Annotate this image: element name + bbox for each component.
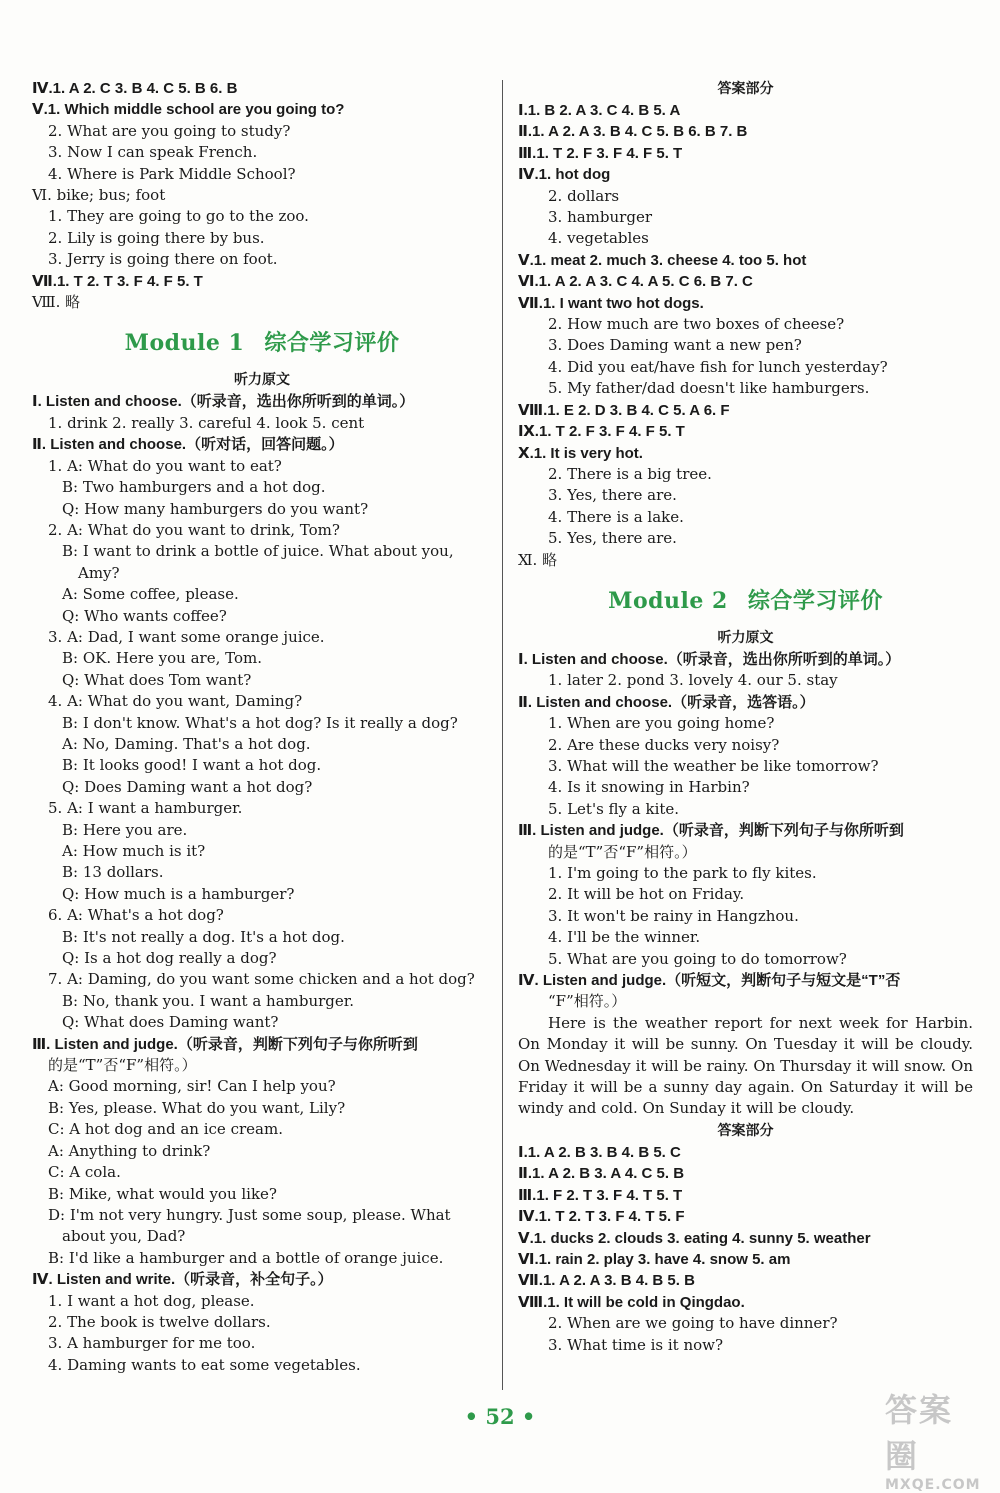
text-line: B: OK. Here you are, Tom.: [62, 649, 262, 668]
module-heading: [32, 327, 492, 359]
text-line: 3. It won't be rainy in Hangzhou.: [548, 906, 799, 925]
text-line: 2. The book is twelve dollars.: [48, 1312, 271, 1331]
question-line: Ⅶ.1. T 2. T 3. F 4. F 5. T: [32, 272, 203, 290]
question-line: Ⅴ.1. ducks 2. clouds 3. eating 4. sunny 5. weather: [518, 1229, 871, 1247]
question-line: Ⅹ.1. It is very hot.: [518, 444, 643, 462]
text-line: A: Good morning, sir! Can I help you?: [48, 1077, 336, 1096]
text-line: 1. later 2. pond 3. lovely 4. our 5. stay: [548, 671, 838, 690]
question-line: Ⅰ. Listen and choose.（听录音，选出你所听到的单词。）: [32, 393, 415, 411]
column-divider: [502, 80, 503, 1390]
question-line: Ⅴ.1. Which middle school are you going to?: [32, 101, 345, 119]
text-line: C: A cola.: [48, 1163, 121, 1182]
text-line: 1. I want a hot dog, please.: [48, 1291, 255, 1310]
text-line: Q: What does Daming want?: [62, 1013, 279, 1032]
question-line: Ⅳ. Listen and judge.（听短文，判断句子与短文是“T”否: [518, 972, 901, 990]
text-line: B: I want to drink a bottle of juice. What about you,: [62, 542, 454, 561]
text-line: B: It looks good! I want a hot dog.: [62, 756, 322, 775]
text-line: 2. A: What do you want to drink, Tom?: [48, 520, 340, 539]
text-line: Amy?: [78, 563, 120, 582]
text-line: 4. A: What do you want, Daming?: [48, 692, 303, 711]
module-heading: [518, 585, 973, 617]
module-title: Module 1: [124, 330, 245, 357]
text-line: Q: Is a hot dog really a dog?: [62, 949, 277, 968]
question-line: Ⅱ. Listen and choose.（听对话，回答问题。）: [32, 436, 344, 454]
text-line: B: Yes, please. What do you want, Lily?: [48, 1098, 346, 1117]
text-line: A: Some coffee, please.: [62, 585, 239, 604]
question-line: Ⅷ.1. E 2. D 3. B 4. C 5. A 6. F: [518, 401, 730, 419]
text-line: 5. Yes, there are.: [548, 529, 677, 548]
question-line: Ⅱ.1. A 2. B 3. A 4. C 5. B: [518, 1165, 685, 1183]
text-line: B: No, thank you. I want a hamburger.: [62, 991, 355, 1010]
question-line: Ⅴ.1. meat 2. much 3. cheese 4. too 5. hot: [518, 251, 807, 269]
text-line: 2. It will be hot on Friday.: [548, 885, 745, 904]
text-line: 5. A: I want a hamburger.: [48, 799, 243, 818]
text-line: 4. vegetables: [548, 229, 649, 248]
left-column: [32, 78, 492, 1376]
text-line: 7. A: Daming, do you want some chicken and a hot dog?: [48, 970, 475, 989]
question-line: Ⅵ.1. A 2. A 3. C 4. A 5. C 6. B 7. C: [518, 273, 753, 291]
text-line: Ⅺ. 略: [518, 550, 558, 569]
text-line: 3. hamburger: [548, 208, 652, 227]
question-line: Ⅳ. Listen and write.（听录音，补全句子。）: [32, 1271, 333, 1289]
text-line: 3. A hamburger for me too.: [48, 1334, 256, 1353]
text-line: B: Mike, what would you like?: [48, 1184, 277, 1203]
watermark-text: 答案圈: [885, 1391, 954, 1475]
section-heading: 听力原文: [234, 372, 290, 389]
text-line: A: Anything to drink?: [48, 1141, 211, 1160]
text-line: 4. There is a lake.: [548, 507, 684, 526]
text-line: 1. I'm going to the park to fly kites.: [548, 864, 817, 882]
text-line: 2. Are these ducks very noisy?: [548, 735, 780, 754]
question-line: Ⅳ.1. A 2. C 3. B 4. C 5. B 6. B: [32, 80, 238, 97]
text-line: 3. Yes, there are.: [548, 486, 677, 505]
text-line: 2. When are we going to have dinner?: [548, 1314, 838, 1333]
text-line: 2. Lily is going there by bus.: [48, 228, 265, 247]
text-line: about you, Dad?: [62, 1227, 186, 1246]
text-line: A: How much is it?: [62, 842, 206, 860]
text-line: 4. Is it snowing in Harbin?: [548, 778, 750, 797]
text-line: 的是“T”否“F”相符。）: [548, 842, 697, 861]
watermark-url: MXQE.COM: [885, 1477, 981, 1493]
text-line: 3. What time is it now?: [548, 1335, 724, 1354]
listening-passage: Here is the weather report for next week for Harbin. On Monday it will be sunny. On Tuesday it will be cloudy. On Wednesday it will be rainy. On Thursday it will snow. On Friday it will be a sunny day again. On Saturday it will be windy and cold. On Sunday it will be cloudy.: [518, 1013, 973, 1118]
text-line: 1. A: What do you want to eat?: [48, 456, 282, 475]
module-subtitle: 综合学习评价: [747, 587, 883, 614]
watermark-logo: [885, 1385, 985, 1493]
text-line: 2. dollars: [548, 186, 620, 205]
text-line: A: No, Daming. That's a hot dog.: [62, 734, 311, 753]
text-line: 1. When are you going home?: [548, 714, 775, 733]
text-line: B: 13 dollars.: [62, 863, 164, 882]
question-line: Ⅰ. Listen and choose.（听录音，选出你所听到的单词。）: [518, 650, 901, 668]
text-line: Q: What does Tom want?: [62, 670, 252, 689]
question-line: Ⅳ.1. T 2. T 3. F 4. T 5. F: [518, 1208, 685, 1226]
question-line: Ⅵ.1. rain 2. play 3. have 4. snow 5. am: [518, 1250, 791, 1268]
text-line: 6. A: What's a hot dog?: [48, 906, 224, 925]
text-line: 4. Daming wants to eat some vegetables.: [48, 1355, 361, 1374]
text-line: 2. There is a big tree.: [548, 464, 712, 483]
question-line: Ⅲ. Listen and judge.（听录音，判断下列句子与你所听到: [518, 822, 904, 840]
text-line: 4. Did you eat/have fish for lunch yesterday?: [548, 357, 888, 376]
question-line: Ⅳ.1. hot dog: [518, 166, 611, 184]
text-line: 1. They are going to go to the zoo.: [48, 207, 309, 226]
text-line: B: It's not really a dog. It's a hot dog.: [62, 927, 345, 946]
text-line: 3. A: Dad, I want some orange juice.: [48, 627, 325, 646]
section-heading: 答案部分: [717, 81, 774, 97]
page-number: • 52 •: [464, 1404, 536, 1429]
question-line: Ⅰ.1. B 2. A 3. C 4. B 5. A: [518, 102, 681, 119]
text-line: B: Here you are.: [62, 820, 188, 839]
module-title: Module 2: [608, 587, 728, 614]
question-line: Ⅸ.1. T 2. F 3. F 4. F 5. T: [518, 423, 685, 441]
text-line: 3. Now I can speak French.: [48, 143, 258, 162]
right-column: [518, 78, 973, 1356]
text-line: Ⅵ. bike; bus; foot: [32, 186, 166, 205]
section-heading: 听力原文: [717, 629, 774, 646]
text-line: 2. How much are two boxes of cheese?: [548, 315, 845, 334]
text-line: 3. Jerry is going there on foot.: [48, 250, 278, 269]
section-heading: 答案部分: [717, 1122, 774, 1139]
question-line: Ⅲ. Listen and judge.（听录音，判断下列句子与你所听到: [32, 1035, 418, 1053]
text-line: 4. I'll be the winner.: [548, 928, 701, 947]
text-line: D: I'm not very hungry. Just some soup, please. What: [48, 1205, 451, 1224]
text-line: B: Two hamburgers and a hot dog.: [62, 478, 326, 497]
module-subtitle: 综合学习评价: [264, 330, 400, 357]
text-line: B: I don't know. What's a hot dog? Is it really a dog?: [62, 713, 458, 732]
question-line: Ⅶ.1. A 2. A 3. B 4. B 5. B: [518, 1272, 695, 1290]
text-line: 5. Let's fly a kite.: [548, 799, 680, 818]
text-line: Q: How many hamburgers do you want?: [62, 499, 369, 518]
text-line: “F”相符。）: [548, 992, 627, 1011]
text-line: 5. What are you going to do tomorrow?: [548, 949, 847, 968]
question-line: Ⅷ.1. It will be cold in Qingdao.: [518, 1293, 745, 1311]
question-line: Ⅱ.1. A 2. A 3. B 4. C 5. B 6. B 7. B: [518, 123, 748, 141]
text-line: Q: Who wants coffee?: [62, 606, 227, 625]
question-line: Ⅲ.1. T 2. F 3. F 4. F 5. T: [518, 144, 683, 162]
text-line: B: I'd like a hamburger and a bottle of orange juice.: [48, 1248, 444, 1267]
text-line: Ⅷ. 略: [32, 293, 81, 312]
question-line: Ⅶ.1. I want two hot dogs.: [518, 294, 704, 312]
question-line: Ⅲ.1. F 2. T 3. F 4. T 5. T: [518, 1186, 683, 1204]
text-line: C: A hot dog and an ice cream.: [48, 1120, 283, 1139]
text-line: 的是“T”否“F”相符。）: [48, 1056, 197, 1075]
question-line: Ⅰ.1. A 2. B 3. B 4. B 5. C: [518, 1143, 681, 1161]
text-line: Q: Does Daming want a hot dog?: [62, 777, 313, 796]
text-line: 2. What are you going to study?: [48, 121, 291, 140]
text-line: 3. Does Daming want a new pen?: [548, 336, 802, 355]
question-line: Ⅱ. Listen and choose.（听录音，选答语。）: [518, 693, 815, 711]
text-line: 4. Where is Park Middle School?: [48, 164, 296, 183]
text-line: 1. drink 2. really 3. careful 4. look 5. cent: [48, 413, 365, 432]
text-line: 3. What will the weather be like tomorrow?: [548, 756, 879, 775]
text-line: Q: How much is a hamburger?: [62, 884, 295, 903]
text-line: 5. My father/dad doesn't like hamburgers.: [548, 379, 870, 398]
